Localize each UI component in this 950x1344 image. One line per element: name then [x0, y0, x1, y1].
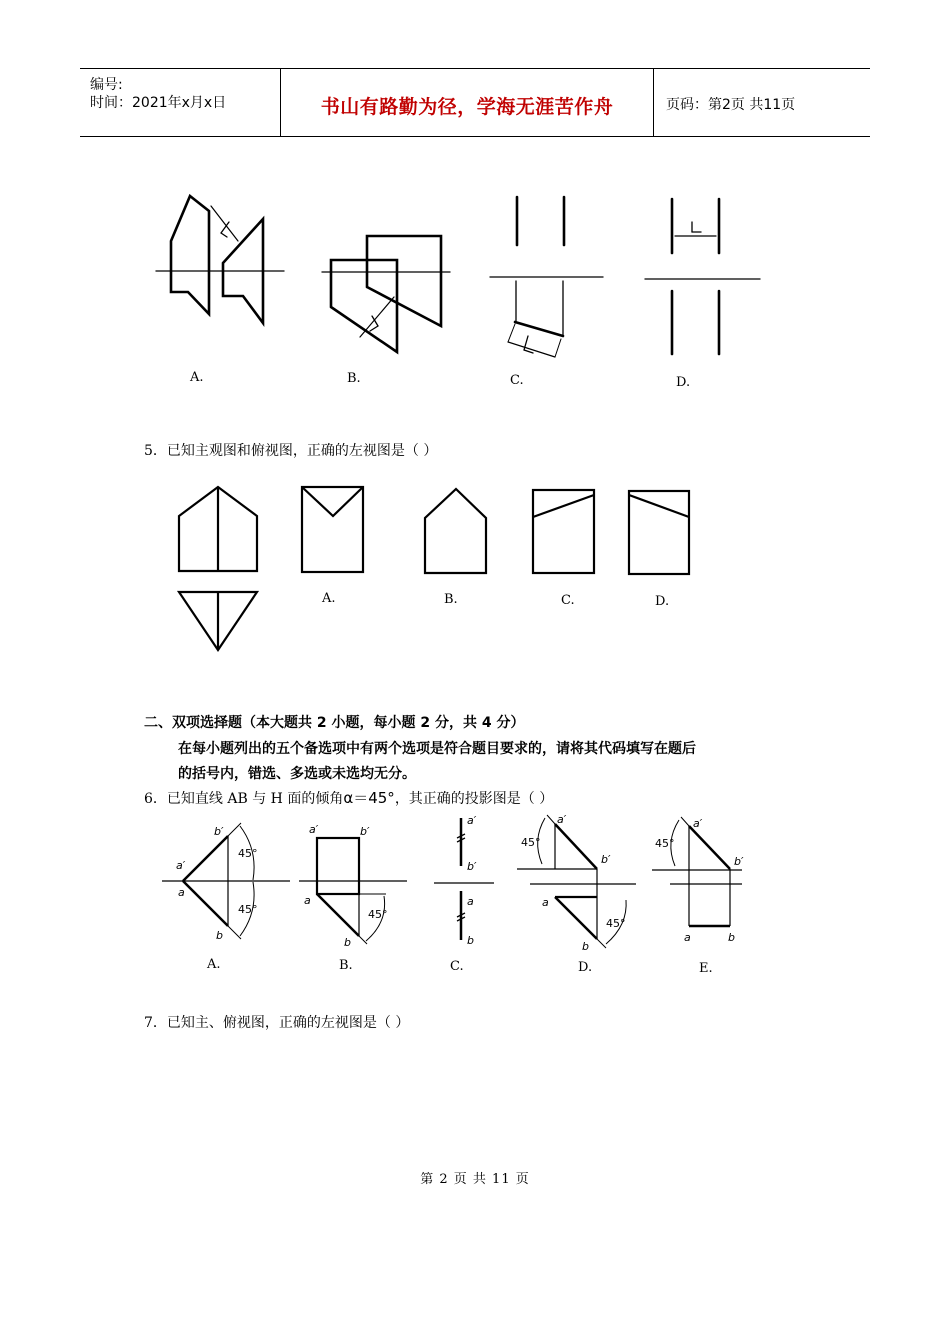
q6-text-after: ，其正确的投影图是（ ）: [394, 791, 554, 807]
q6-text-before: 6．已知直线 AB 与 H 面的倾角: [144, 791, 344, 807]
q5-option-c-figure: [533, 490, 594, 573]
q5-option-b-figure: [425, 489, 486, 573]
q6-e-aprime-label: a′: [693, 817, 703, 830]
q6-b-b-label: b: [344, 936, 351, 949]
q6-e-a-label: a: [684, 931, 691, 944]
q6-c-a-label: a: [467, 895, 474, 908]
q6-d-bprime-label: b′: [601, 853, 611, 866]
q6-e-bprime-label: b′: [734, 855, 744, 868]
q4-option-b-label: B.: [347, 371, 361, 386]
q4-option-d-label: D.: [676, 375, 691, 390]
q5-option-a-label: A.: [322, 591, 336, 606]
q6-option-d-label: D.: [578, 960, 593, 975]
q6-d-b-label: b: [582, 940, 589, 953]
code-label: 编号:: [90, 77, 123, 93]
q7-question-text: 7．已知主、俯视图，正确的左视图是（ ）: [144, 1015, 410, 1031]
q6-question-text: [144, 787, 553, 808]
q6-d-angle-top: 45°: [521, 836, 541, 849]
q4-figures: [0, 0, 950, 420]
q5-option-b-label: B.: [444, 592, 458, 607]
q6-b-aprime-label: a′: [309, 823, 319, 836]
q6-option-a-label: A.: [207, 957, 221, 972]
q6-figure-b: [299, 838, 407, 944]
q5-option-a-figure: [302, 487, 363, 572]
q6-figure-a: [162, 823, 290, 939]
q6-a-a-label: a: [178, 886, 185, 899]
q6-figure-c: [434, 818, 494, 940]
q6-d-aprime-label: a′: [557, 813, 567, 826]
q6-a-b-label: b: [216, 929, 223, 942]
q5-option-d-figure: [629, 491, 689, 574]
section2-instruction-line2: 的括号内，错选、多选或未选均无分。: [178, 766, 416, 782]
q6-a-angle-bottom: 45°: [238, 903, 258, 916]
q6-formula: α＝45°: [343, 789, 395, 807]
q4-figure-b: [322, 236, 450, 352]
q6-a-aprime-label: a′: [176, 859, 186, 872]
q6-d-angle-bottom: 45°: [606, 917, 626, 930]
q4-figure-d: [645, 199, 760, 354]
q6-d-a-label: a: [542, 896, 549, 909]
q4-option-c-label: C.: [510, 373, 524, 388]
q5-question-text: 5．已知主观图和俯视图，正确的左视图是（ ）: [144, 443, 438, 459]
date-line: 时间：2021年x月x日: [90, 95, 227, 111]
q6-e-b-label: b: [728, 931, 735, 944]
q5-option-d-label: D.: [655, 594, 670, 609]
q6-b-a-label: a: [304, 894, 311, 907]
q6-figure-e: [652, 817, 742, 926]
q6-c-aprime-label: a′: [467, 814, 477, 827]
q5-option-c-label: C.: [561, 593, 575, 608]
q4-figure-a: [156, 196, 284, 323]
q6-a-bprime-label: b′: [214, 825, 224, 838]
q6-option-e-label: E.: [699, 961, 713, 976]
q6-c-bprime-label: b′: [467, 860, 477, 873]
header-motto: 书山有路勤为径，学海无涯苦作舟: [320, 96, 614, 118]
q6-figures: [0, 810, 950, 990]
q6-b-bprime-label: b′: [360, 825, 370, 838]
page-footer: 第 2 页 共 11 页: [420, 1172, 530, 1187]
section2-title: 二、双项选择题（本大题共 2 小题，每小题 2 分，共 4 分）: [144, 715, 525, 731]
section2-instruction-line1: 在每小题列出的五个备选项中有两个选项是符合题目要求的，请将其代码填写在题后: [178, 741, 696, 757]
page-info: 页码：第2页 共11页: [666, 97, 796, 113]
q6-e-angle: 45°: [655, 837, 675, 850]
q6-option-b-label: B.: [339, 958, 353, 973]
q6-c-b-label: b: [467, 934, 474, 947]
q6-a-angle-top: 45°: [238, 847, 258, 860]
q4-figure-c: [490, 197, 603, 357]
q6-option-c-label: C.: [450, 959, 464, 974]
q6-b-angle: 45°: [368, 908, 388, 921]
q5-figures: [0, 470, 950, 670]
q4-option-a-label: A.: [190, 370, 204, 385]
